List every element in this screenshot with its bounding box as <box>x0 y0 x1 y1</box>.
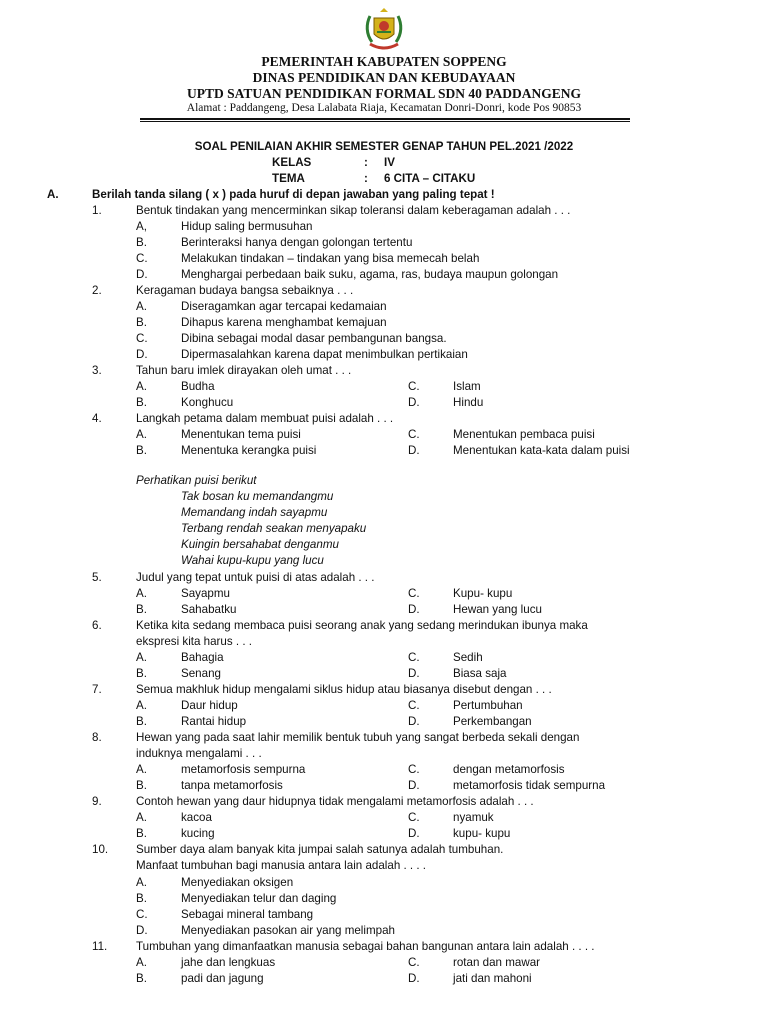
question-text-continued: Manfaat tumbuhan bagi manusia antara lain adalah . . . . <box>136 859 427 872</box>
question-text: Bentuk tindakan yang mencerminkan sikap toleransi dalam keberagaman adalah . . . <box>136 204 571 217</box>
option-letter: D. <box>136 924 148 937</box>
option-text: Pertumbuhan <box>453 699 523 712</box>
question-text: Tahun baru imlek dirayakan oleh umat . . . <box>136 364 352 377</box>
option-letter: B. <box>136 779 147 792</box>
question-text-continued: induknya mengalami . . . <box>136 747 262 760</box>
option-letter: D. <box>408 396 420 409</box>
option-letter: B. <box>136 715 147 728</box>
option-letter: C. <box>408 380 420 393</box>
letterhead-address: Alamat : Paddangeng, Desa Lalabata Riaja, Kecamatan Donri-Donri, kode Pos 90853 <box>186 102 582 114</box>
question-number: 1. <box>92 204 102 217</box>
option-letter: C. <box>408 587 420 600</box>
option-text: Hewan yang lucu <box>453 603 542 616</box>
option-letter: C. <box>136 252 148 265</box>
question-text-continued: ekspresi kita harus . . . <box>136 635 252 648</box>
question-text: Hewan yang pada saat lahir memilik bentuk tubuh yang sangat berbeda sekali dengan <box>136 731 580 744</box>
option-text: kucing <box>181 827 215 840</box>
question-number: 11. <box>92 940 108 953</box>
tema-value: 6 CITA – CITAKU <box>384 172 476 185</box>
option-letter: B. <box>136 444 147 457</box>
option-letter: A. <box>136 811 147 824</box>
letterhead-rule-thick <box>140 118 630 120</box>
option-letter: D. <box>408 827 420 840</box>
option-letter: C. <box>408 651 420 664</box>
kelas-value: IV <box>384 156 395 169</box>
option-letter: C. <box>136 332 148 345</box>
option-text: tanpa metamorfosis <box>181 779 283 792</box>
option-text: kupu- kupu <box>453 827 511 840</box>
option-letter: A. <box>136 428 147 441</box>
kelas-label: KELAS <box>272 156 312 169</box>
option-letter: A. <box>136 380 147 393</box>
exam-title: SOAL PENILAIAN AKHIR SEMESTER GENAP TAHUN PEL.2021 /2022 <box>194 140 574 153</box>
section-instruction: Berilah tanda silang ( x ) pada huruf di depan jawaban yang paling tepat ! <box>92 188 495 201</box>
option-text: Menentuka kerangka puisi <box>181 444 317 457</box>
option-text: Sedih <box>453 651 483 664</box>
poem-line: Tak bosan ku memandangmu <box>181 490 334 503</box>
question-number: 10. <box>92 843 109 856</box>
option-letter: D. <box>408 715 420 728</box>
option-letter: B. <box>136 603 147 616</box>
option-text: Menentukan kata-kata dalam puisi <box>453 444 630 457</box>
letterhead-rule-thin <box>140 121 630 122</box>
letterhead-government: PEMERINTAH KABUPATEN SOPPENG <box>261 54 507 69</box>
option-text: Hidup saling bermusuhan <box>181 220 313 233</box>
section-letter: A. <box>47 188 59 201</box>
question-number: 5. <box>92 571 102 584</box>
question-number: 9. <box>92 795 102 808</box>
question-text: Contoh hewan yang daur hidupnya tidak mengalami metamorfosis adalah . . . <box>136 795 534 808</box>
question-text: Sumber daya alam banyak kita jumpai salah satunya adalah tumbuhan. <box>136 843 504 856</box>
option-text: Melakukan tindakan – tindakan yang bisa memecah belah <box>181 252 480 265</box>
option-letter: D. <box>136 268 148 281</box>
question-text: Keragaman budaya bangsa sebaiknya . . . <box>136 284 354 297</box>
option-text: nyamuk <box>453 811 494 824</box>
option-text: padi dan jagung <box>181 972 264 985</box>
option-letter: D. <box>136 348 148 361</box>
option-text: Sayapmu <box>181 587 230 600</box>
tema-label: TEMA <box>272 172 305 185</box>
kelas-colon: : <box>364 156 368 169</box>
option-letter: C. <box>408 811 420 824</box>
poem-line: Wahai kupu-kupu yang lucu <box>181 554 324 567</box>
poem-line: Memandang indah sayapmu <box>181 506 328 519</box>
option-text: Menyediakan telur dan daging <box>181 892 337 905</box>
option-letter: A. <box>136 763 147 776</box>
option-text: Menentukan pembaca puisi <box>453 428 595 441</box>
option-letter: C. <box>408 428 420 441</box>
question-number: 4. <box>92 412 102 425</box>
option-text: Kupu- kupu <box>453 587 513 600</box>
option-letter: B. <box>136 972 147 985</box>
option-letter: D. <box>408 603 420 616</box>
option-text: jati dan mahoni <box>453 972 532 985</box>
option-letter: A. <box>136 587 147 600</box>
question-number: 3. <box>92 364 102 377</box>
option-text: Senang <box>181 667 221 680</box>
option-text: metamorfosis tidak sempurna <box>453 779 606 792</box>
option-text: Islam <box>453 380 481 393</box>
question-text: Judul yang tepat untuk puisi di atas adalah . . . <box>136 571 375 584</box>
option-text: Bahagia <box>181 651 224 664</box>
option-text: Perkembangan <box>453 715 532 728</box>
option-text: Menghargai perbedaan baik suku, agama, ras, budaya maupun golongan <box>181 268 559 281</box>
question-text: Semua makhluk hidup mengalami siklus hidup atau biasanya disebut dengan . . . <box>136 683 552 696</box>
option-letter: C. <box>408 699 420 712</box>
poem-line: Terbang rendah seakan menyapaku <box>181 522 367 535</box>
option-letter: D. <box>408 667 420 680</box>
option-text: Biasa saja <box>453 667 507 680</box>
option-letter: A. <box>136 651 147 664</box>
question-text: Langkah petama dalam membuat puisi adalah . . . <box>136 412 394 425</box>
question-text: Ketika kita sedang membaca puisi seorang anak yang sedang merindukan ibunya maka <box>136 619 588 632</box>
option-letter: B. <box>136 316 147 329</box>
option-text: Budha <box>181 380 215 393</box>
letterhead-school: UPTD SATUAN PENDIDIKAN FORMAL SDN 40 PADDANGENG <box>186 86 581 101</box>
option-text: jahe dan lengkuas <box>181 956 276 969</box>
option-letter: D. <box>408 444 420 457</box>
option-letter: A. <box>136 699 147 712</box>
question-text: Tumbuhan yang dimanfaatkan manusia sebagai bahan bangunan antara lain adalah . . . . <box>136 940 595 953</box>
option-letter: C. <box>408 956 420 969</box>
option-text: Sebagai mineral tambang <box>181 908 314 921</box>
tema-colon: : <box>364 172 368 185</box>
option-letter: A. <box>136 956 147 969</box>
question-number: 8. <box>92 731 102 744</box>
question-number: 2. <box>92 284 102 297</box>
option-text: Dihapus karena menghambat kemajuan <box>181 316 387 329</box>
option-text: Menyediakan pasokan air yang melimpah <box>181 924 395 937</box>
question-number: 6. <box>92 619 102 632</box>
option-letter: A, <box>136 220 147 233</box>
poem-line: Kuingin bersahabat denganmu <box>181 538 339 551</box>
option-letter: D. <box>408 779 420 792</box>
option-text: metamorfosis sempurna <box>181 763 306 776</box>
option-text: kacoa <box>181 811 212 824</box>
regency-emblem-icon <box>360 8 408 54</box>
option-text: Berinteraksi hanya dengan golongan tertentu <box>181 236 413 249</box>
option-letter: B. <box>136 396 147 409</box>
option-letter: D. <box>408 972 420 985</box>
option-text: dengan metamorfosis <box>453 763 565 776</box>
option-text: Dibina sebagai modal dasar pembangunan bangsa. <box>181 332 447 345</box>
option-letter: B. <box>136 236 147 249</box>
option-letter: B. <box>136 667 147 680</box>
option-text: Sahabatku <box>181 603 237 616</box>
option-letter: C. <box>136 908 148 921</box>
option-text: rotan dan mawar <box>453 956 540 969</box>
option-text: Menentukan tema puisi <box>181 428 301 441</box>
option-text: Dipermasalahkan karena dapat menimbulkan pertikaian <box>181 348 468 361</box>
option-letter: B. <box>136 892 147 905</box>
question-number: 7. <box>92 683 102 696</box>
poem-intro: Perhatikan puisi berikut <box>136 474 257 487</box>
option-text: Hindu <box>453 396 484 409</box>
option-text: Daur hidup <box>181 699 238 712</box>
letterhead-department: DINAS PENDIDIKAN DAN KEBUDAYAAN <box>252 70 516 85</box>
option-letter: A. <box>136 300 147 313</box>
option-text: Diseragamkan agar tercapai kedamaian <box>181 300 387 313</box>
option-text: Rantai hidup <box>181 715 247 728</box>
option-letter: B. <box>136 827 147 840</box>
option-text: Menyediakan oksigen <box>181 876 294 889</box>
option-letter: C. <box>408 763 420 776</box>
option-letter: A. <box>136 876 147 889</box>
option-text: Konghucu <box>181 396 234 409</box>
